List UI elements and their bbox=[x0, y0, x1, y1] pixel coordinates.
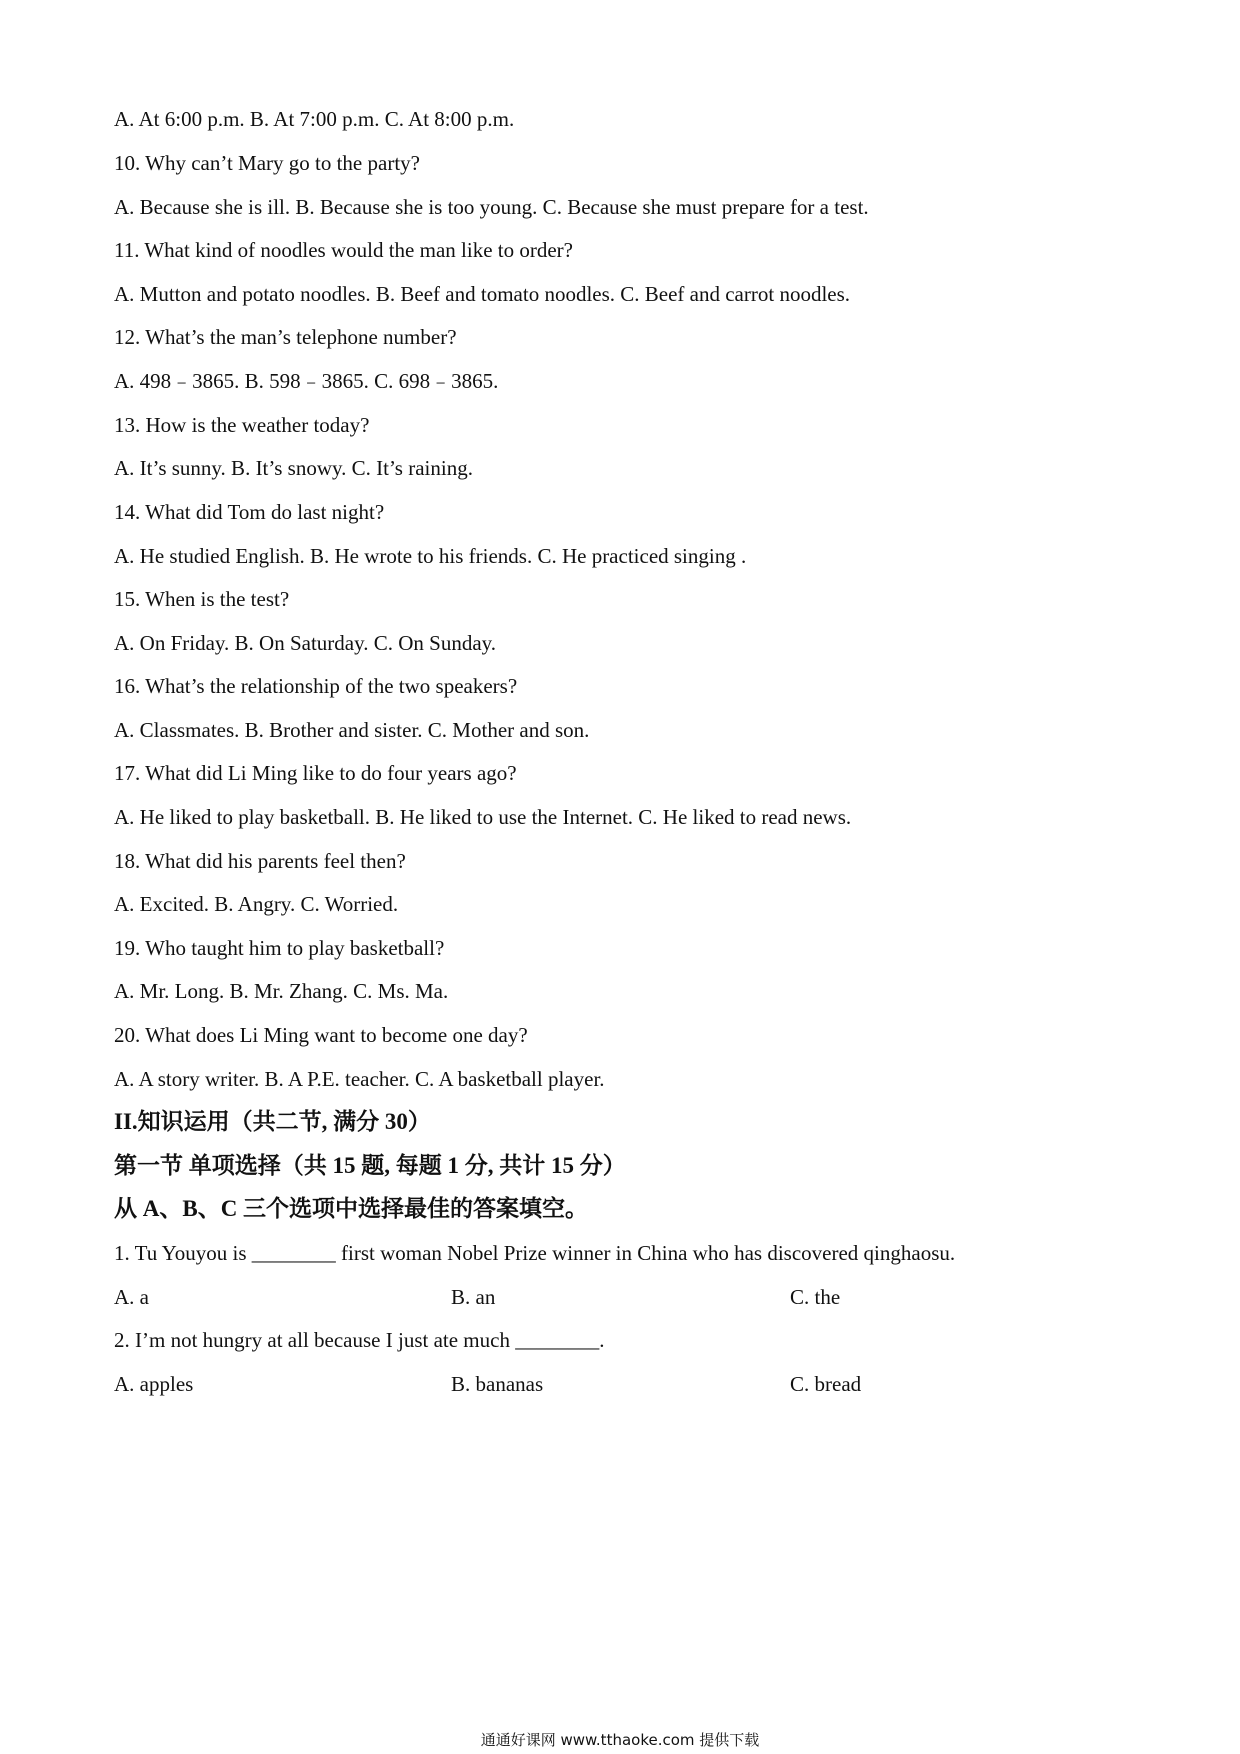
question-11: 11. What kind of noodles would the man like to order? bbox=[114, 238, 573, 262]
question-13: 13. How is the weather today? bbox=[114, 413, 370, 437]
mcq-2-options bbox=[114, 1371, 1124, 1397]
answer-options-19: A. Mr. Long. B. Mr. Zhang. C. Ms. Ma. bbox=[114, 979, 449, 1003]
question-17: 17. What did Li Ming like to do four years ago? bbox=[114, 761, 517, 785]
answer-options-11: A. Mutton and potato noodles. B. Beef and tomato noodles. C. Beef and carrot noodles. bbox=[114, 282, 851, 306]
subsection-heading: 第一节 单项选择（共 15 题, 每题 1 分, 共计 15 分） bbox=[114, 1153, 626, 1178]
mcq-2-option-b: B. bananas bbox=[451, 1372, 544, 1396]
answer-options-18: A. Excited. B. Angry. C. Worried. bbox=[114, 892, 399, 916]
mcq-1-stem: 1. Tu Youyou is ________ first woman Nobel Prize winner in China who has discovered qinghaosu. bbox=[114, 1241, 956, 1265]
question-15: 15. When is the test? bbox=[114, 587, 290, 611]
answer-options-12: A. 498﹣3865. B. 598﹣3865. C. 698﹣3865. bbox=[114, 369, 499, 393]
answer-options-10: A. Because she is ill. B. Because she is too young. C. Because she must prepare for a test. bbox=[114, 195, 869, 219]
mcq-2-option-a: A. apples bbox=[114, 1372, 194, 1396]
question-19: 19. Who taught him to play basketball? bbox=[114, 936, 445, 960]
page-footer: 通通好课网 www.tthaoke.com 提供下载 bbox=[480, 1731, 760, 1749]
answer-options-14: A. He studied English. B. He wrote to his friends. C. He practiced singing . bbox=[114, 544, 747, 568]
answer-options-9: A. At 6:00 p.m. B. At 7:00 p.m. C. At 8:00 p.m. bbox=[114, 107, 515, 131]
mcq-2-stem: 2. I’m not hungry at all because I just ate much ________. bbox=[114, 1328, 605, 1352]
answer-options-20: A. A story writer. B. A P.E. teacher. C. A basketball player. bbox=[114, 1067, 605, 1091]
instructions: 从 A、B、C 三个选项中选择最佳的答案填空。 bbox=[114, 1196, 589, 1221]
question-12: 12. What’s the man’s telephone number? bbox=[114, 325, 457, 349]
question-14: 14. What did Tom do last night? bbox=[114, 500, 385, 524]
answer-options-16: A. Classmates. B. Brother and sister. C. Mother and son. bbox=[114, 718, 590, 742]
mcq-1-options bbox=[114, 1284, 1124, 1310]
mcq-2-option-c: C. bread bbox=[790, 1372, 862, 1396]
answer-options-15: A. On Friday. B. On Saturday. C. On Sunday. bbox=[114, 631, 497, 655]
question-20: 20. What does Li Ming want to become one day? bbox=[114, 1023, 528, 1047]
answer-options-17: A. He liked to play basketball. B. He liked to use the Internet. C. He liked to read news. bbox=[114, 805, 852, 829]
question-16: 16. What’s the relationship of the two speakers? bbox=[114, 674, 518, 698]
mcq-1-option-b: B. an bbox=[451, 1285, 496, 1309]
question-18: 18. What did his parents feel then? bbox=[114, 849, 406, 873]
mcq-1-option-c: C. the bbox=[790, 1285, 841, 1309]
question-10: 10. Why can’t Mary go to the party? bbox=[114, 151, 420, 175]
answer-options-13: A. It’s sunny. B. It’s snowy. C. It’s raining. bbox=[114, 456, 473, 480]
mcq-1-option-a: A. a bbox=[114, 1285, 149, 1309]
section-heading: II.知识运用（共二节, 满分 30） bbox=[114, 1109, 431, 1134]
